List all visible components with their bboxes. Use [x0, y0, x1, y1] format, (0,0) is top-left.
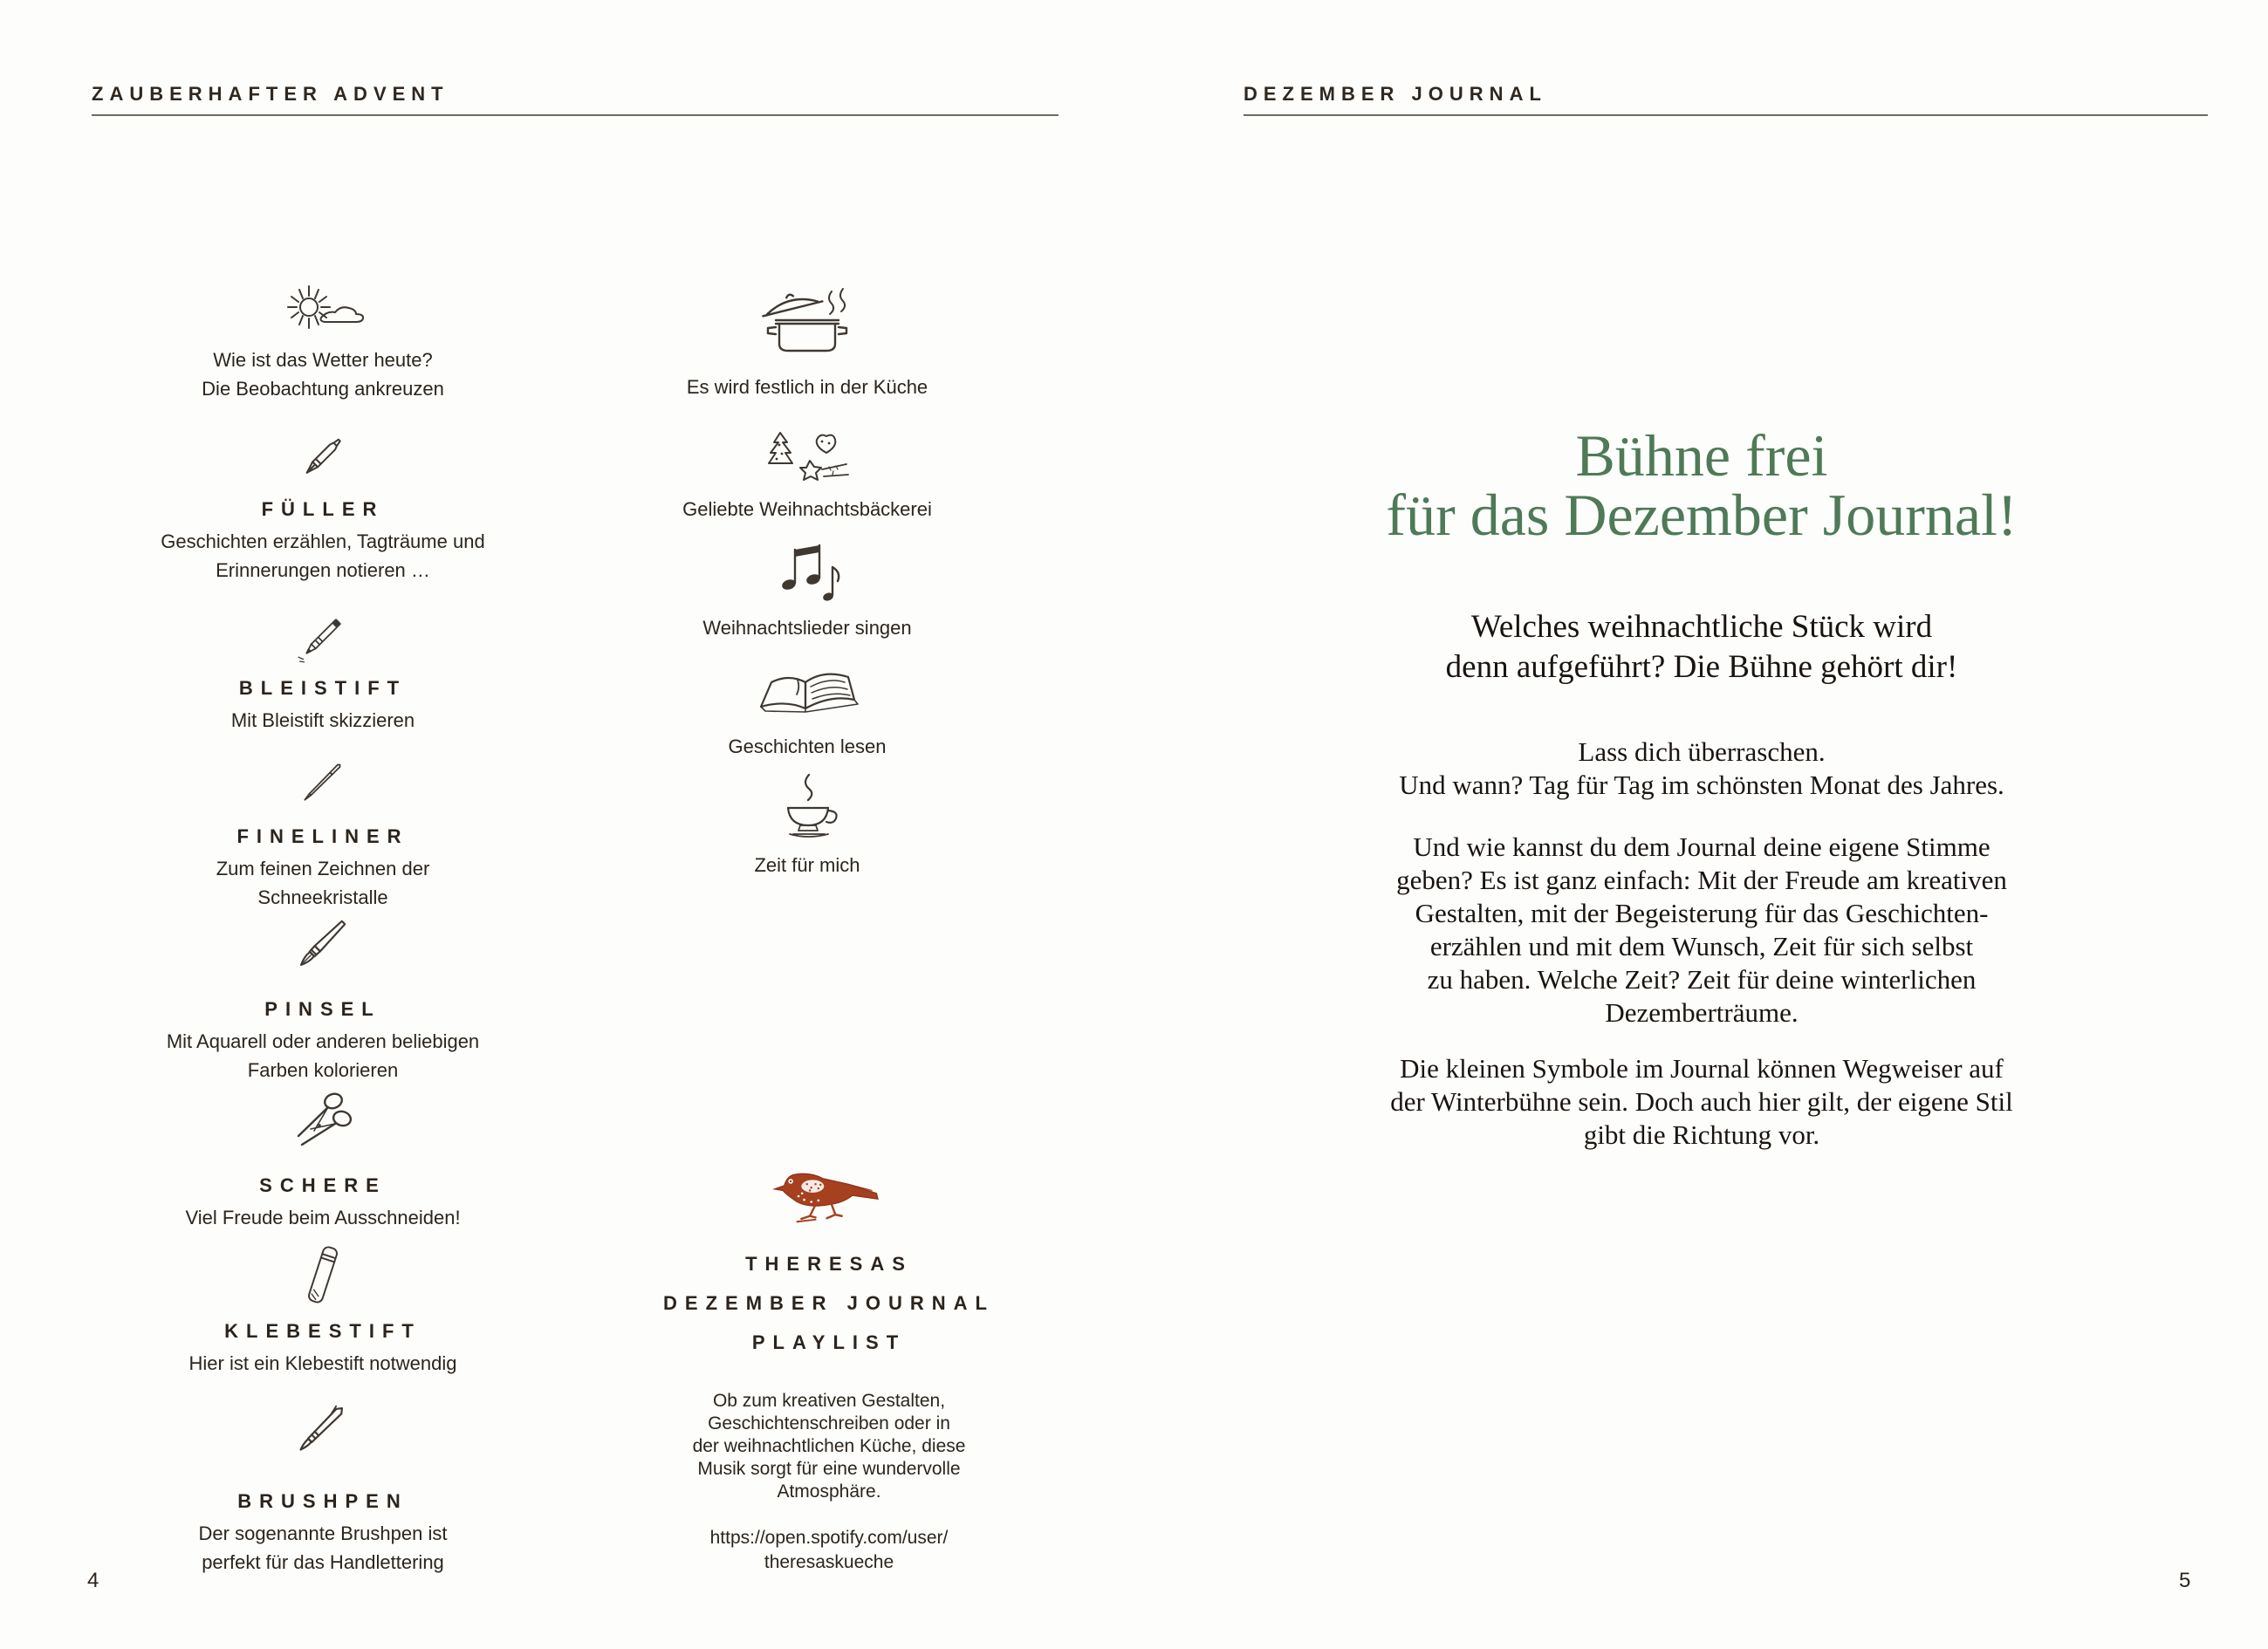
tool-item-pinsel	[61, 904, 585, 1085]
page-title	[1187, 422, 2217, 548]
scissors-icon	[61, 1082, 585, 1157]
tool-caption-line: Farben kolorieren	[247, 1059, 399, 1081]
paragraph-line: geben? Es ist ganz einfach: Mit der Freude am kreativen	[1396, 865, 2007, 895]
body-paragraph-1	[1187, 736, 2217, 802]
paragraph-line: Und wie kannst du dem Journal deine eigene Stimme	[1413, 831, 1990, 862]
page-subtitle-line: Welches weihnachtliche Stück wird	[1470, 609, 1933, 645]
open-book-icon	[558, 658, 1056, 726]
glue-stick-icon	[61, 1237, 585, 1311]
tool-caption-line: Der sogenannte Brushpen ist	[198, 1522, 448, 1544]
tool-item-weather	[61, 281, 585, 403]
tool-item-bleistift	[61, 606, 585, 735]
paragraph-line: erzählen und mit dem Wunsch, Zeit für sich selbst	[1429, 931, 1974, 961]
page-title-line: für das Dezember Journal!	[1386, 482, 2018, 548]
tool-caption-line: Zum feinen Zeichnen der	[216, 858, 430, 879]
tool-title: SCHERE	[259, 1174, 387, 1196]
tool-caption-line: Hier ist ein Klebestift notwendig	[188, 1352, 457, 1374]
activity-item-zeit	[558, 771, 1056, 878]
tool-caption-line: Die Beobachtung ankreuzen	[202, 378, 444, 400]
page-subtitle-line: denn aufgeführt? Die Bühne gehört dir!	[1445, 649, 1958, 685]
left-running-head: ZAUBERHAFTER ADVENT	[92, 83, 449, 105]
playlist-description-line: der weihnachtlichen Küche, diese	[692, 1436, 966, 1456]
page-subtitle	[1187, 607, 2217, 688]
paragraph-line: gibt die Richtung vor.	[1583, 1119, 1820, 1150]
paragraph-line: zu haben. Welche Zeit? Zeit für deine winterlichen	[1427, 964, 1977, 995]
activity-item-baeckerei	[558, 428, 1056, 522]
paragraph-line: der Winterbühne sein. Doch auch hier gilt, der eigene Stil	[1390, 1086, 2013, 1117]
activity-caption: Geliebte Weihnachtsbäckerei	[682, 498, 932, 520]
paragraph-line: Die kleinen Symbole im Journal können Wegweiser auf	[1400, 1053, 2004, 1084]
page-title-line: Bühne frei	[1575, 422, 1828, 489]
page-number-right: 5	[2179, 1569, 2191, 1592]
playlist-title-line: PLAYLIST	[751, 1331, 907, 1353]
playlist-block	[576, 1162, 1082, 1575]
tool-caption-line: Geschichten erzählen, Tagträume und	[161, 530, 485, 552]
right-running-head: DEZEMBER JOURNAL	[1244, 83, 1547, 105]
right-head-rule	[1244, 114, 2208, 116]
tool-caption-line: Wie ist das Wetter heute?	[213, 349, 433, 371]
activity-caption: Es wird festlich in der Küche	[686, 376, 928, 398]
activity-item-lieder	[558, 536, 1056, 640]
tool-item-fineliner	[61, 747, 585, 912]
paragraph-line: Dezemberträume.	[1605, 997, 1799, 1028]
activity-caption: Geschichten lesen	[728, 736, 887, 757]
tool-caption-line: Schneekristalle	[257, 886, 388, 908]
tool-caption-line: perfekt für das Handlettering	[202, 1551, 444, 1573]
sun-cloud-weather-icon	[61, 281, 585, 335]
tool-title: FÜLLER	[261, 498, 385, 520]
fountain-pen-icon	[61, 424, 585, 489]
page-number-left: 4	[87, 1569, 99, 1592]
tool-item-brushpen	[61, 1386, 585, 1577]
playlist-description	[576, 1390, 1082, 1503]
christmas-cookies-icon	[558, 428, 1056, 489]
activity-caption: Weihnachtslieder singen	[702, 617, 912, 639]
tool-caption-line: Viel Freude beim Ausschneiden!	[185, 1207, 461, 1228]
playlist-url-line[interactable]: theresaskueche	[764, 1552, 894, 1572]
music-notes-icon	[558, 536, 1056, 607]
tool-title: KLEBESTIFT	[224, 1320, 421, 1342]
tool-item-schere	[61, 1082, 585, 1232]
playlist-description-line: Musik sorgt für eine wundervolle	[697, 1459, 961, 1479]
red-bird-icon	[576, 1162, 1082, 1230]
pencil-icon	[61, 606, 585, 668]
tool-title: BRUSHPEN	[237, 1490, 408, 1512]
tool-title: PINSEL	[264, 998, 381, 1020]
playlist-description-line: Ob zum kreativen Gestalten,	[712, 1391, 946, 1411]
left-head-rule	[92, 114, 1059, 116]
tool-title: BLEISTIFT	[238, 677, 408, 699]
activity-item-lesen	[558, 658, 1056, 759]
page-right	[1134, 0, 2268, 1649]
activity-item-kueche	[558, 284, 1056, 400]
cooking-pot-icon	[558, 284, 1056, 358]
paragraph-line: Lass dich überraschen.	[1578, 736, 1826, 767]
tool-title: FINELINER	[236, 825, 409, 847]
tool-caption-line: Mit Bleistift skizzieren	[230, 709, 415, 731]
activity-caption: Zeit für mich	[754, 854, 860, 876]
playlist-description-line: Atmosphäre.	[777, 1481, 881, 1502]
brushpen-icon	[61, 1386, 585, 1469]
paragraph-line: Und wann? Tag für Tag im schönsten Monat des Jahres.	[1399, 770, 2004, 800]
playlist-description-line: Geschichtenschreiben oder in	[708, 1413, 950, 1433]
playlist-url[interactable]	[576, 1526, 1082, 1575]
fineliner-icon	[61, 747, 585, 817]
playlist-title-line: THERESAS	[745, 1253, 913, 1275]
paintbrush-icon	[61, 904, 585, 982]
tool-item-klebestift	[61, 1237, 585, 1378]
playlist-url-line[interactable]: https://open.spotify.com/user/	[709, 1528, 949, 1548]
paragraph-line: Gestalten, mit der Begeisterung für das Geschichten-	[1415, 898, 1989, 928]
tool-caption-line: Mit Aquarell oder anderen beliebigen	[166, 1030, 480, 1052]
body-paragraph-2	[1187, 831, 2217, 1030]
playlist-title-line: DEZEMBER JOURNAL	[663, 1292, 995, 1314]
tool-caption-line: Erinnerungen notieren …	[216, 559, 430, 581]
tool-item-fueller	[61, 424, 585, 585]
teacup-icon	[558, 771, 1056, 845]
body-paragraph-3	[1187, 1052, 2217, 1152]
